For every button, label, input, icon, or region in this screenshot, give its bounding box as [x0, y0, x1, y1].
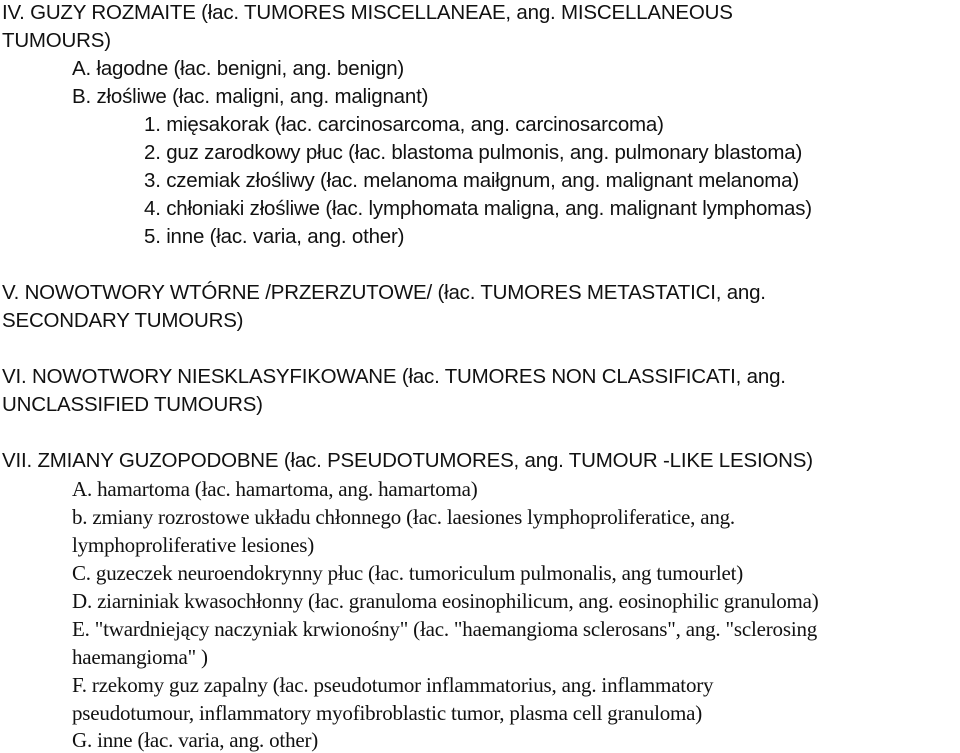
section-iv-heading-line-1: IV. GUZY ROZMAITE (łac. TUMORES MISCELLANEAE, ang. MISCELLANEOUS	[2, 1, 733, 24]
section-iv-heading-line-2: TUMOURS)	[2, 29, 111, 52]
section-vi-heading-line-1: VI. NOWOTWORY NIESKLASYFIKOWANE (łac. TUMORES NON CLASSIFICATI, ang.	[2, 365, 786, 388]
section-vii-item-f-line-2: pseudotumour, inflammatory myofibroblastic tumor, plasma cell granuloma)	[72, 701, 703, 725]
section-v-heading-line-2: SECONDARY TUMOURS)	[2, 309, 244, 332]
section-iv-item-b: B. złośliwe (łac. maligni, ang. malignant)	[72, 85, 429, 108]
section-iv-item-a: A. łagodne (łac. benigni, ang. benign)	[72, 57, 405, 80]
section-vii-item-a: A. hamartoma (łac. hamartoma, ang. hamartoma)	[72, 477, 478, 501]
section-vii-item-b-line-2: lymphoproliferative lesiones)	[72, 533, 315, 557]
section-vii-item-f-line-1: F. rzekomy guz zapalny (łac. pseudotumor inflammatorius, ang. inflammatory	[72, 673, 714, 697]
section-iv-subitem-5: 5. inne (łac. varia, ang. other)	[144, 225, 405, 248]
section-vii-item-d: D. ziarniniak kwasochłonny (łac. granuloma eosinophilicum, ang. eosinophilic granuloma)	[72, 589, 819, 613]
section-iv-subitem-4: 4. chłoniaki złośliwe (łac. lymphomata maligna, ang. malignant lymphomas)	[144, 197, 812, 220]
section-v-heading-line-1: V. NOWOTWORY WTÓRNE /PRZERZUTOWE/ (łac. TUMORES METASTATICI, ang.	[2, 281, 766, 304]
section-vi-heading-line-2: UNCLASSIFIED TUMOURS)	[2, 393, 263, 416]
section-vii-item-e-line-1: E. "twardniejący naczyniak krwionośny" (łac. "haemangioma sclerosans", ang. "sclerosing	[72, 617, 818, 641]
section-vii-item-b-line-1: b. zmiany rozrostowe układu chłonnego (łac. laesiones lymphoproliferatice, ang.	[72, 505, 735, 529]
section-iv-subitem-3: 3. czemiak złośliwy (łac. melanoma maiłgnum, ang. malignant melanoma)	[144, 169, 799, 192]
section-iv-subitem-2: 2. guz zarodkowy płuc (łac. blastoma pulmonis, ang. pulmonary blastoma)	[144, 141, 803, 164]
section-vii-heading: VII. ZMIANY GUZOPODOBNE (łac. PSEUDOTUMORES, ang. TUMOUR -LIKE LESIONS)	[2, 449, 813, 472]
section-vii-item-c: C. guzeczek neuroendokrynny płuc (łac. tumoriculum pulmonalis, ang tumourlet)	[72, 561, 743, 585]
section-vii-item-g: G. inne (łac. varia, ang. other)	[72, 728, 319, 752]
section-vii-item-e-line-2: haemangioma" )	[72, 645, 208, 669]
section-iv-subitem-1: 1. mięsakorak (łac. carcinosarcoma, ang. carcinosarcoma)	[144, 113, 664, 136]
